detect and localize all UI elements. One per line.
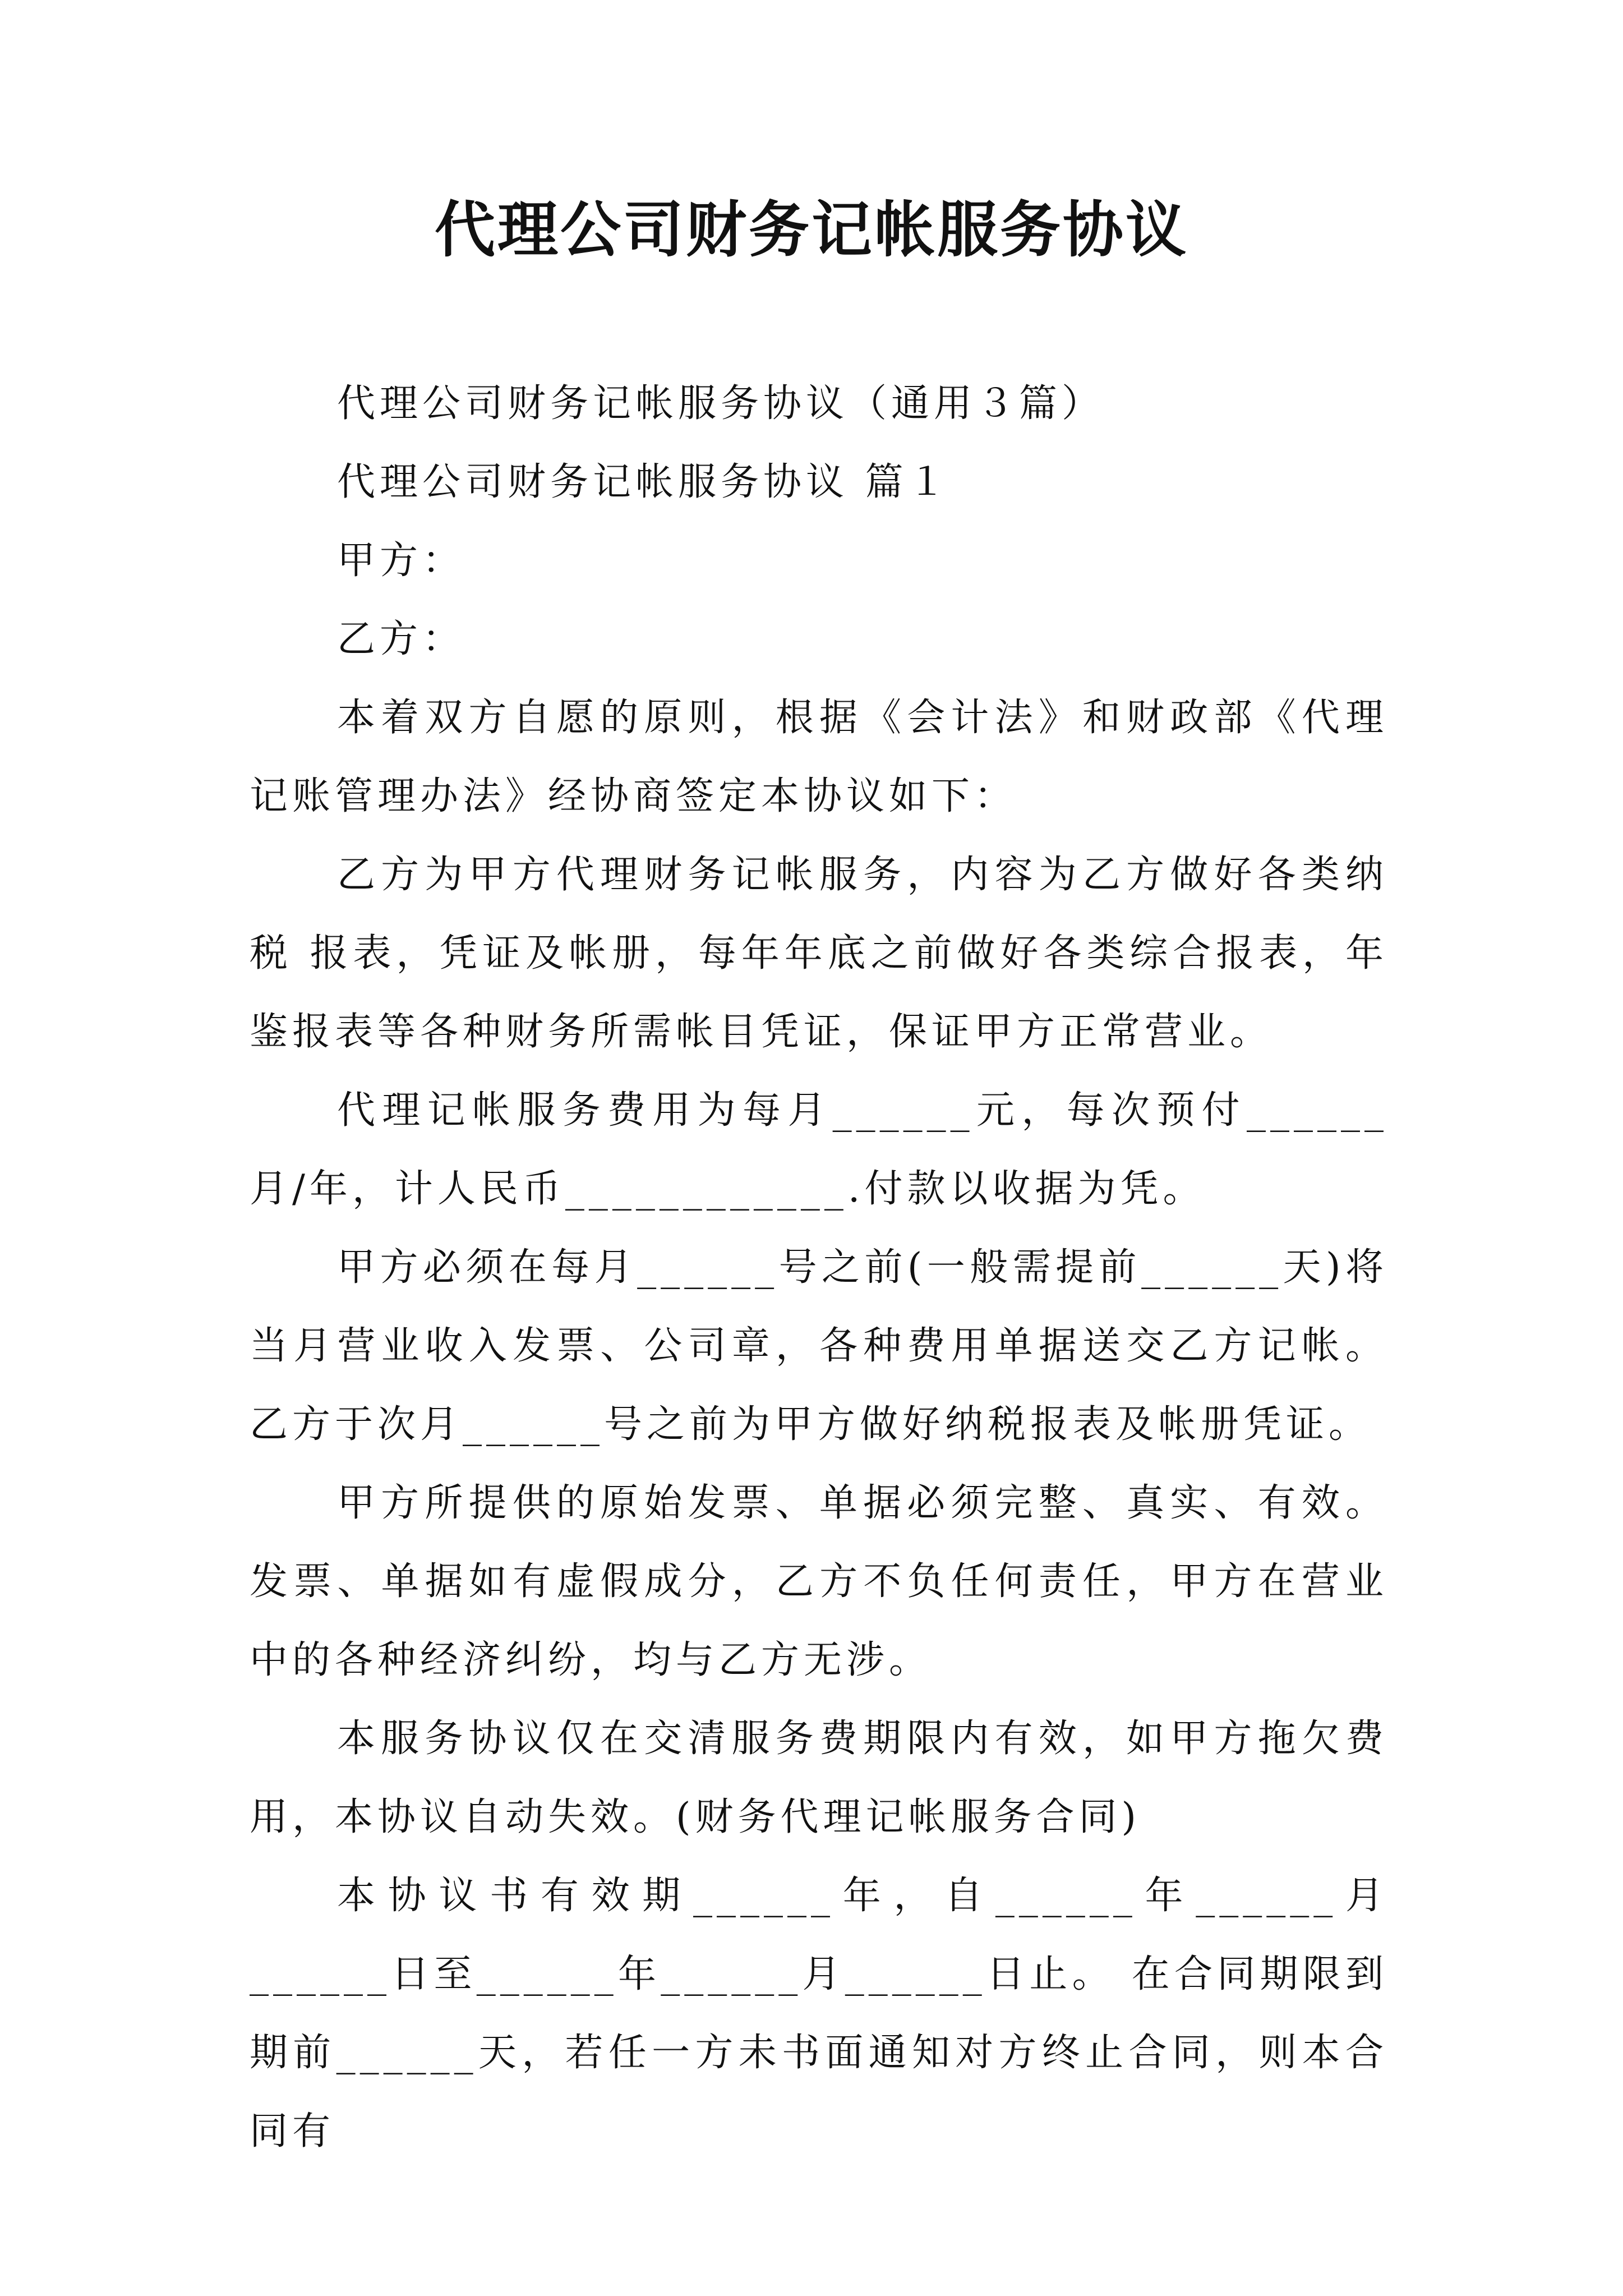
subtitle-paragraph: 代理公司财务记帐服务协议（通用３篇）: [337, 381, 1105, 426]
party-a-label: 甲方：: [337, 539, 465, 583]
party-b-label: 乙方：: [337, 617, 465, 661]
term-paragraph: 本协议书有效期______年，自______年______月______日至______年______月______日止。 在合同期限到期前______天，若任一方未书面通知对方终止合同，则本合同有: [250, 1874, 1388, 2154]
document-authenticity-paragraph: 甲方所提供的原始发票、单据必须完整、真实、有效。发票、单据如有虚假成分，乙方不负任何责任，甲方在营业中的各种经济纠纷，均与乙方无涉。: [250, 1481, 1388, 1682]
preamble-paragraph: 本着双方自愿的原则，根据《会计法》和财政部《代理记账管理办法》经协商签定本协议如下：: [250, 696, 1388, 818]
fee-paragraph: 代理记帐服务费用为每月______元，每次预付______月/年，计人民币____________.付款以收据为凭。: [250, 1088, 1388, 1211]
delivery-deadline-paragraph: 甲方必须在每月______号之前(一般需提前______天)将当月营业收入发票、公司章，各种费用单据送交乙方记帐。乙方于次月______号之前为甲方做好纳税报表及帐册凭证。: [250, 1245, 1388, 1447]
section-heading: 代理公司财务记帐服务协议 篇１: [337, 460, 951, 504]
service-scope-paragraph: 乙方为甲方代理财务记帐服务，内容为乙方做好各类纳税 报表，凭证及帐册，每年年底之前做好各类综合报表，年鉴报表等各种财务所需帐目凭证，保证甲方正常营业。: [250, 853, 1388, 1054]
validity-condition-paragraph: 本服务协议仅在交清服务费期限内有效，如甲方拖欠费用，本协议自动失效。(财务代理记帐服务合同): [250, 1717, 1388, 1839]
document-body: [250, 365, 1388, 2171]
document-title: 代理公司财务记帐服务协议: [434, 195, 1188, 265]
